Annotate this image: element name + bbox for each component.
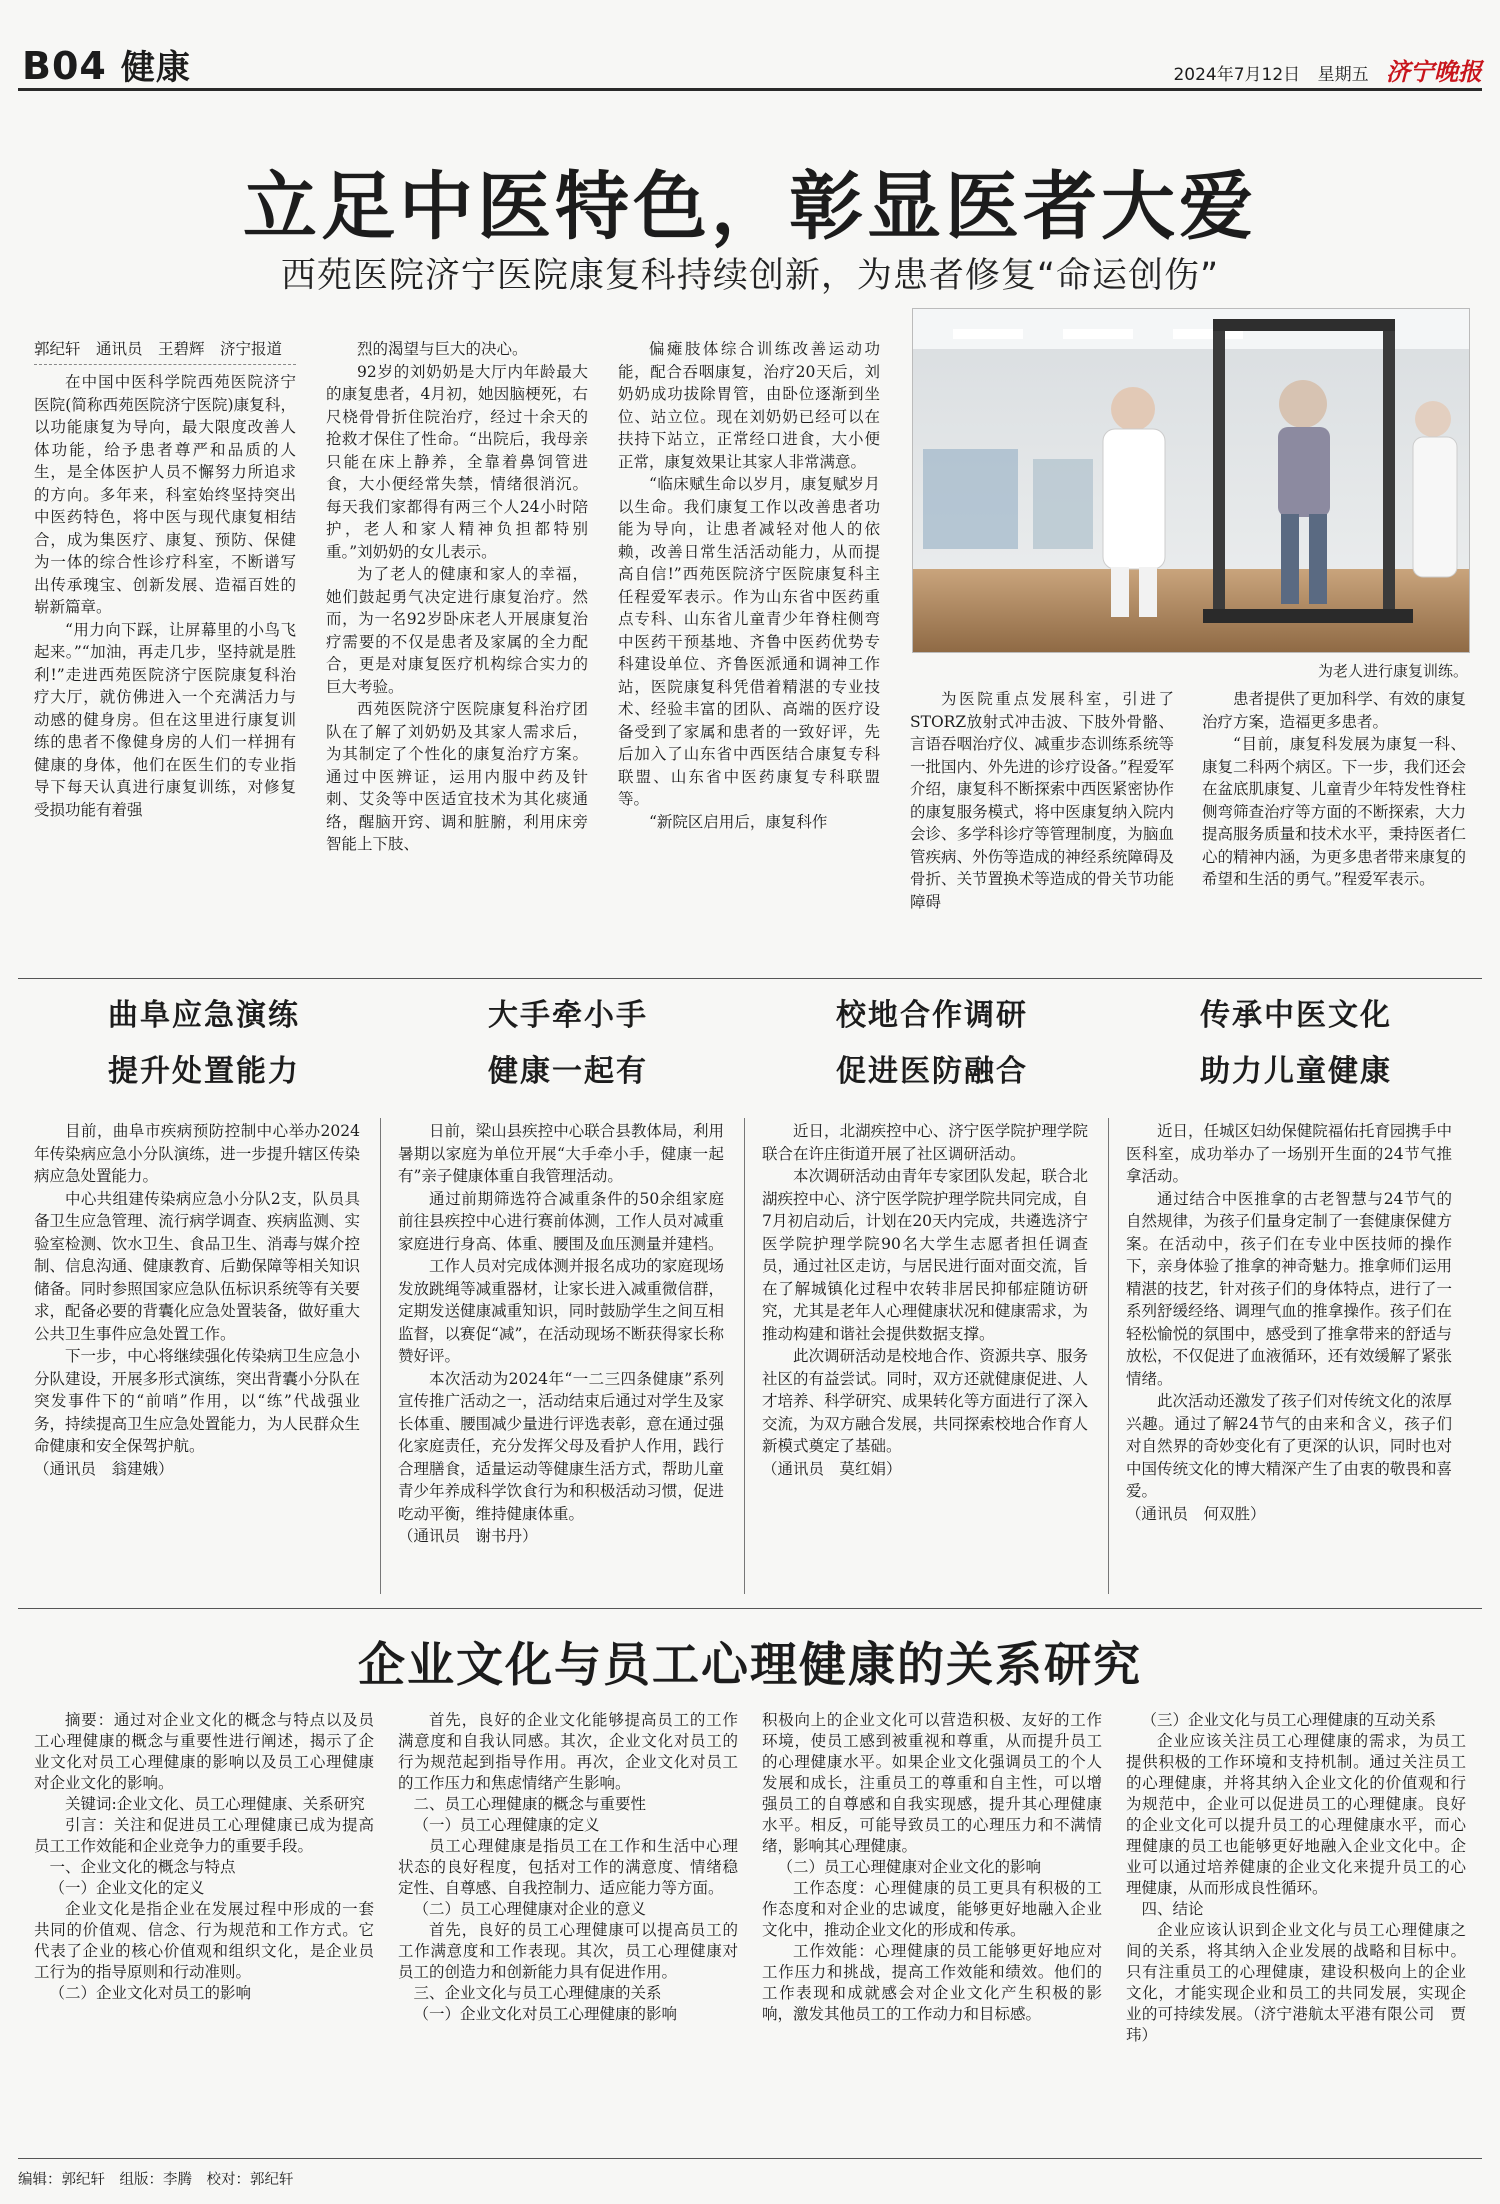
brief-paragraph: 日前，梁山县疾控中心联合县教体局，利用暑期以家庭为单位开展“大手牵小手，健康一起有”亲子健康体重自我管理活动。 (398, 1122, 724, 1185)
brief-paragraph: 通过结合中医推拿的古老智慧与24节气的自然规律，为孩子们量身定制了一套健康保健方案。在活动中，孩子们在专业中医技师的操作下，亲身体验了推拿的神奇魅力。推拿师们运用精湛的技艺，针对孩子们的身体特点，进行了一系列舒缓经络、调理气血的推拿操作。孩子们在轻松愉悦的氛围中，感受到了推拿带来的舒适与放松，不仅促进了血液循环，还有效缓解了紧张情绪。 (1126, 1189, 1452, 1388)
brief-2-credit: （通讯员 谢书丹） (398, 1527, 538, 1545)
brief-1-headline (34, 988, 374, 1100)
brief-3-headline (762, 988, 1102, 1100)
article2-paragraph: 企业文化是指企业在发展过程中形成的一套共同的价值观、信念、行为规范和工作方式。它代表了企业的核心价值观和组织文化，是企业员工行为的指导原则和行动准则。 (34, 1900, 374, 1981)
brief-2-title-line1: 大手牵小手 (488, 998, 648, 1033)
brief-1-title-line1: 曲阜应急演练 (108, 998, 300, 1033)
brief-4-title-line1: 传承中医文化 (1200, 998, 1392, 1033)
brief-paragraph: 近日，北湖疾控中心、济宁医学院护理学院联合在许庄街道开展了社区调研活动。 (762, 1122, 1088, 1163)
paper-name-logo: 济宁晚报 (1386, 58, 1482, 86)
lead-column-5-body (1202, 688, 1466, 891)
article2-column-1 (34, 1710, 374, 2150)
article2-section-heading: （二）员工心理健康对企业文化的影响 (777, 1858, 1042, 1876)
brief-3-body (762, 1120, 1088, 1598)
brief-4-title-line2: 助力儿童健康 (1200, 1054, 1392, 1089)
byline-divider (34, 364, 296, 365)
article2-paragraph: 企业应该关注员工心理健康的需求，为员工提供积极的工作环境和支持机制。通过关注员工的心理健康，并将其纳入企业文化的价值观和行为规范中，企业可以促进员工的心理健康。良好的企业文化可以提升员工的心理健康水平，而心理健康的员工也能够更好地融入企业文化中。企业可以通过培养健康的企业文化来提升员工的心理健康，从而形成良性循环。 (1126, 1732, 1466, 1897)
article2-section-heading: （三）企业文化与员工心理健康的互动关系 (1141, 1711, 1437, 1729)
brief-4-paragraphs (1126, 1120, 1452, 1503)
article2-paragraph: 员工心理健康是指员工在工作和生活中心理状态的良好程度，包括对工作的满意度、情绪稳定性、自尊感、自我控制力、适应能力等方面。 (398, 1837, 738, 1897)
brief-4-credit: （通讯员 何双胜） (1126, 1504, 1266, 1523)
article2-column-3 (762, 1710, 1102, 2150)
article2-paragraph: 工作态度：心理健康的员工更具有积极的工作态度和对企业的忠诚度，能够更好地融入企业文化中，推动企业文化的形成和传承。 (762, 1879, 1102, 1939)
lead-paragraph: “用力向下踩，让屏幕里的小鸟飞起来。”“加油，再走几步，坚持就是胜利!”走进西苑医院济宁医院康复科治疗大厅，就仿佛进入一个充满活力与动感的健身房。但在这里进行康复训练的患者不像健身房的人们一样拥有健康的身体，他们在医生们的专业指导下每天认真进行康复训练，对修复受损功能有着强 (34, 620, 296, 819)
brief-paragraph: 通过前期筛选符合减重条件的50余组家庭前往县疾控中心进行赛前体测，工作人员对减重家庭进行身高、体重、腰围及血压测量并建档。 (398, 1189, 724, 1253)
brief-1-credit: （通讯员 翁建娥） (34, 1459, 174, 1478)
lead-bottom-rule (18, 978, 1482, 979)
photo-caption: 为老人进行康复训练。 (1317, 662, 1468, 680)
lead-column-1 (34, 338, 296, 966)
page-footer-credits: 编辑：郭纪轩 组版：李腾 校对：郭纪轩 (18, 2172, 294, 2188)
article2-section-heading: （一）企业文化的定义 (49, 1879, 205, 1897)
lead-paragraph: “新院区启用后，康复科作 (649, 812, 828, 831)
article2-section-heading: （二）员工心理健康对企业的意义 (413, 1900, 647, 1918)
article2-section-heading: 三、企业文化与员工心理健康的关系 (413, 1984, 662, 2002)
lead-column-5 (1202, 688, 1466, 970)
lead-column-3 (618, 338, 880, 966)
brief-paragraph: 工作人员对完成体测并报名成功的家庭现场发放跳绳等减重器材，让家长进入减重微信群，定期发送健康减重知识，同时鼓励学生之间互相监督，以赛促“减”，在活动现场不断获得家长称赞好评。 (398, 1257, 724, 1365)
article2-section-heading: 四、结论 (1141, 1900, 1204, 1918)
lead-paragraph: 为了老人的健康和家人的幸福，她们鼓起勇气决定进行康复治疗。然而，为一名92岁卧床老人开展康复治疗需要的不仅是患者及家属的全力配合，更是对康复医疗机构综合实力的巨大考验。 (326, 565, 588, 696)
page-code: B04 (22, 44, 107, 88)
page-header-left (22, 40, 191, 89)
lead-column-4 (910, 688, 1174, 970)
article2-headline: 企业文化与员工心理健康的关系研究 (358, 1638, 1142, 1693)
brief-paragraph: 此次活动还激发了孩子们对传统文化的浓厚兴趣。通过了解24节气的由来和含义，孩子们对自然界的奇妙变化有了更深的认识，同时也对中国传统文化的博大精深产生了由衷的敬畏和喜爱。 (1126, 1392, 1452, 1500)
article2-paragraph: 首先，良好的员工心理健康可以提高员工的工作满意度和工作表现。其次，员工心理健康对员工的创造力和创新能力具有促进作用。 (398, 1921, 738, 1981)
lead-paragraph: 西苑医院济宁医院康复科治疗团队在了解了刘奶奶及其家人需求后，为其制定了个性化的康复治疗方案。通过中医辨证，运用内服中药及针刺、艾灸等中医适宜技术为其化痰通络，醒脑开窍、调和脏腑，利用床旁智能上下肢、 (326, 700, 588, 853)
article2-section-heading: （一）员工心理健康的定义 (413, 1816, 600, 1834)
brief-2-body (398, 1120, 724, 1598)
article2-section-heading: （二）企业文化对员工的影响 (49, 1984, 252, 2002)
article2-column-4 (1126, 1710, 1466, 2150)
article2-column-3-body (762, 1710, 1102, 2025)
brief-2-paragraphs (398, 1120, 724, 1525)
article2-paragraph: 关键词:企业文化、员工心理健康、关系研究 (65, 1795, 365, 1813)
lead-paragraph: 92岁的刘奶奶是大厅内年龄最大的康复患者，4月初，她因脑梗死，右尺桡骨骨折住院治疗，经过十余天的抢救才保住了性命。“出院后，我母亲只能在床上静养，全靠着鼻饲管进食，大小便经常失禁，情绪很消沉。每天我们家都得有两三个人24小时陪护，老人和家人精神负担都特别重。”刘奶奶的女儿表示。 (326, 362, 588, 561)
lead-column-1-body (34, 371, 296, 821)
page-header-right (1173, 52, 1482, 87)
lead-column-2 (326, 338, 588, 966)
lead-paragraph: 为医院重点发展科室，引进了STORZ放射式冲击波、下肢外骨骼、言语吞咽治疗仪、减重步态训练系统等一批国内、外先进的诊疗设备。”程爱军介绍，康复科不断探索中西医紧密协作的康复服务模式，将中医康复纳入院内会诊、多学科诊疗等管理制度，为脑血管疾病、外伤等造成的神经系统障碍及骨折、关节置换术等造成的骨关节功能障碍 (910, 690, 1174, 911)
brief-paragraph: 本次调研活动由青年专家团队发起，联合北湖疾控中心、济宁医学院护理学院共同完成，自7月初启动后，计划在20天内完成，共遴选济宁医学院护理学院90名大学生志愿者担任调查员，通过社区走访，与居民进行面对面交流，旨在了解城镇化过程中农转非居民抑郁症随访研究，尤其是老年人心理健康状况和健康需求，为推动构建和谐社会提供数据支撑。 (762, 1167, 1088, 1343)
brief-3-credit: （通讯员 莫红娟） (762, 1459, 902, 1478)
briefs-bottom-rule (18, 1608, 1482, 1609)
header-rule (18, 88, 1482, 91)
brief-1-body (34, 1120, 360, 1598)
brief-3-paragraphs (762, 1120, 1088, 1458)
lead-paragraph: 偏瘫肢体综合训练改善运动功能，配合吞咽康复，治疗20天后，刘奶奶成功拔除胃管，由卧位逐渐到坐位、站立位。现在刘奶奶已经可以在扶持下站立，正常经口进食，大小便正常，康复效果让其家人非常满意。 (618, 340, 880, 471)
brief-divider-3 (1108, 1118, 1109, 1594)
brief-1-title-line2: 提升处置能力 (108, 1054, 300, 1089)
article2-paragraph: 积极向上的企业文化可以营造积极、友好的工作环境，使员工感到被重视和尊重，从而提升员工的心理健康水平。如果企业文化强调员工的个人发展和成长，注重员工的尊重和自主性，可以增强员工的自尊感和自我实现感，提升其心理健康水平。相反，可能导致员工的心理压力和不满情绪，影响其心理健康。 (762, 1711, 1102, 1855)
lead-column-3-body (618, 338, 880, 833)
article2-section-heading: （一）企业文化对员工心理健康的影响 (413, 2005, 678, 2023)
footer-rule (18, 2158, 1482, 2159)
article2-column-4-body (1126, 1710, 1466, 2046)
article2-paragraph: 首先，良好的企业文化能够提高员工的工作满意度和自我认同感。其次，企业文化对员工的行为规范起到指导作用。再次，企业文化对员工的工作压力和焦虑情绪产生影响。 (398, 1711, 738, 1792)
brief-paragraph: 此次调研活动是校地合作、资源共享、服务社区的有益尝试。同时，双方还就健康促进、人才培养、科学研究、成果转化等方面进行了深入交流，为双方融合发展，共同探索校地合作育人新模式奠定了基础。 (762, 1347, 1088, 1455)
brief-1-paragraphs (34, 1120, 360, 1458)
article2-column-1-body (34, 1710, 374, 2004)
article2-paragraph: 企业应该认识到企业文化与员工心理健康之间的关系，将其纳入企业发展的战略和目标中。只有注重员工的心理健康，建设积极向上的企业文化，才能实现企业和员工的共同发展，实现企业的可持续发展。（济宁港航太平港有限公司 贾玮） (1126, 1921, 1466, 2044)
brief-paragraph: 本次活动为2024年“一二三四条健康”系列宣传推广活动之一，活动结束后通过对学生及家长体重、腰围减少量进行评选表彰，意在通过强化家庭责任，充分发挥父母及看护人作用，践行合理膳食，适量运动等健康生活方式，帮助儿童青少年养成科学饮食行为和积极活动习惯，促进吃动平衡，维持健康体重。 (398, 1369, 724, 1523)
brief-3-title-line1: 校地合作调研 (836, 998, 1028, 1033)
article2-section-heading: 一、企业文化的概念与特点 (49, 1858, 236, 1876)
article2-column-2 (398, 1710, 738, 2150)
brief-4-body (1126, 1120, 1452, 1598)
issue-weekday: 星期五 (1317, 65, 1369, 85)
lead-paragraph: 烈的渴望与巨大的决心。 (357, 340, 528, 358)
section-name: 健康 (120, 48, 191, 88)
photo-illustration (913, 309, 1469, 652)
brief-2-headline (398, 988, 738, 1100)
rehab-training-photo (912, 308, 1470, 653)
lead-paragraph: “目前，康复科发展为康复一科、康复二科两个病区。下一步，我们还会在盆底肌康复、儿童青少年特发性脊柱侧弯筛查治疗等方面的不断探索，大力提高服务质量和技术水平，秉持医者仁心的精神内涵，为更多患者带来康复的希望和生活的勇气。”程爱军表示。 (1202, 735, 1466, 888)
lead-paragraph: 在中国中医科学院西苑医院济宁医院(简称西苑医院济宁医院)康复科，以功能康复为导向，最大限度改善人体功能，给予患者尊严和品质的人生，是全体医护人员不懈努力所追求的方向。多年来，科室始终坚持突出中医药特色，将中医与现代康复相结合，成为集医疗、康复、预防、保健为一体的综合性诊疗科室，不断谱写出传承瑰宝、创新发展、造福百姓的崭新篇章。 (34, 373, 296, 616)
lead-subheadline: 西苑医院济宁医院康复科持续创新，为患者修复“命运创伤” (280, 256, 1220, 296)
lead-byline: 郭纪轩 通讯员 王碧辉 济宁报道 (34, 340, 283, 358)
article2-paragraph: 引言：关注和促进员工心理健康已成为提高员工工作效能和企业竞争力的重要手段。 (34, 1816, 374, 1855)
lead-column-2-body (326, 338, 588, 856)
brief-3-title-line2: 促进医防融合 (836, 1054, 1028, 1089)
article2-section-heading: 二、员工心理健康的概念与重要性 (413, 1795, 647, 1813)
brief-paragraph: 近日，任城区妇幼保健院福佑托育园携手中医科室，成功举办了一场别开生面的24节气推拿活动。 (1126, 1122, 1452, 1185)
brief-paragraph: 下一步，中心将继续强化传染病卫生应急小分队建设，开展多形式演练，突出背囊小分队在突发事件下的“前哨”作用，以“练”代战强业务，持续提高卫生应急处置能力，为人民群众生命健康和安全保驾护航。 (34, 1347, 360, 1455)
article2-paragraph: 摘要：通过对企业文化的概念与特点以及员工心理健康的概念与重要性进行阐述，揭示了企业文化对员工心理健康的影响以及员工心理健康对企业文化的影响。 (34, 1711, 374, 1792)
brief-paragraph: 中心共组建传染病应急小分队2支，队员具备卫生应急管理、流行病学调查、疾病监测、实验室检测、饮水卫生、食品卫生、消毒与媒介控制、信息沟通、健康教育、后勤保障等相关知识储备。同时参照国家应急队伍标识系统等有关要求，配备必要的背囊化应急处置装备，做好重大公共卫生事件应急处置工作。 (34, 1189, 360, 1343)
lead-headline: 立足中医特色，彰显医者大爱 (243, 164, 1257, 250)
brief-divider-1 (380, 1118, 381, 1594)
article2-paragraph: 工作效能：心理健康的员工能够更好地应对工作压力和挑战，提高工作效能和绩效。他们的工作表现和成就感会对企业文化产生积极的影响，激发其他员工的工作动力和目标感。 (762, 1942, 1102, 2023)
lead-paragraph: 患者提供了更加科学、有效的康复治疗方案，造福更多患者。 (1202, 690, 1466, 731)
brief-4-headline (1126, 988, 1466, 1100)
issue-date: 2024年7月12日 (1173, 65, 1301, 85)
lead-paragraph: “临床赋生命以岁月，康复赋岁月以生命。我们康复工作以改善患者功能为导向，让患者减轻对他人的依赖，改善日常生活活动能力，从而提高自信!”西苑医院济宁医院康复科主任程爱军表示。作为山东省中医药重点专科、山东省儿童青少年脊柱侧弯中医药干预基地、齐鲁中医药优势专科建设单位、齐鲁医派通和调神工作站，医院康复科凭借着精湛的专业技术、经验丰富的团队、高端的医疗设备受到了家属和患者的一致好评，先后加入了山东省中西医结合康复专科联盟、山东省中医药康复专科联盟等。 (618, 475, 880, 808)
brief-2-title-line2: 健康一起有 (488, 1054, 648, 1089)
brief-divider-2 (744, 1118, 745, 1594)
article2-column-2-body (398, 1710, 738, 2025)
brief-paragraph: 目前，曲阜市疾病预防控制中心举办2024年传染病应急小分队演练，进一步提升辖区传染病应急处置能力。 (34, 1122, 360, 1185)
lead-column-4-body (910, 688, 1174, 913)
